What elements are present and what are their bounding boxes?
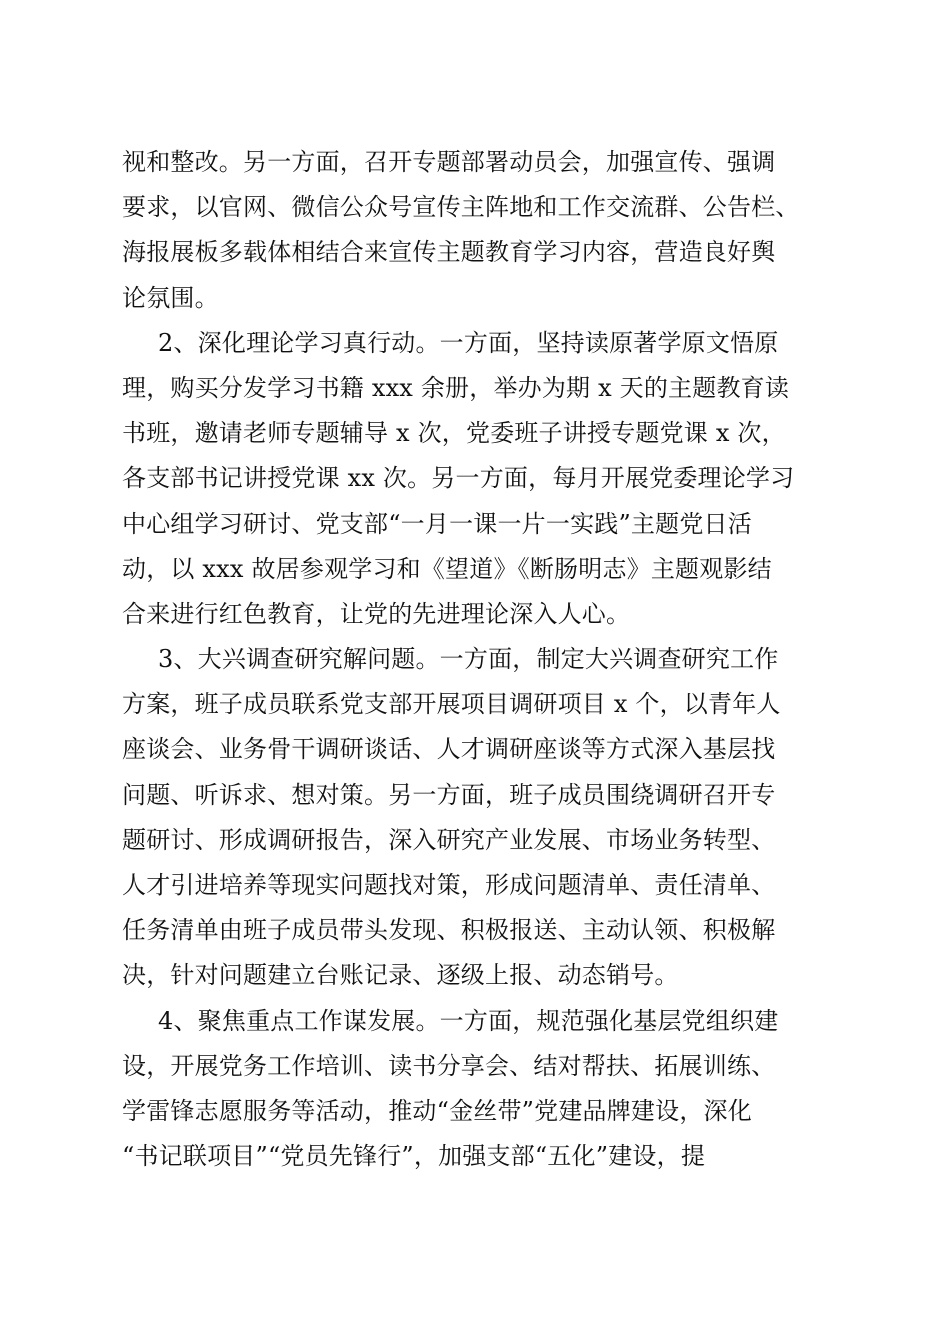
paragraph-line: 动，以 xxx 故居参观学习和《望道》《断肠明志》主题观影结 [122,554,772,583]
paragraph-line: 各支部书记讲授党课 xx 次。另一方面，每月开展党委理论学习 [122,464,795,493]
paragraph-line: 要求，以官网、微信公众号宣传主阵地和工作交流群、公告栏、 [122,193,800,222]
paragraph-line: 2、深化理论学习真行动。一方面，坚持读原著学原文悟原 [158,328,779,357]
paragraph-line: 书班，邀请老师专题辅导 x 次，党委班子讲授专题党课 x 次， [122,419,786,448]
paragraph-line: 中心组学习研讨、党支部“一月一课一片一实践”主题党日活 [122,509,752,538]
paragraph-line: 论氛围。 [122,283,219,312]
paragraph-line: 人才引进培养等现实问题找对策，形成问题清单、责任清单、 [122,871,776,899]
paragraph-line: 问题、听诉求、想对策。另一方面，班子成员围绕调研召开专 [122,780,776,809]
document-body [122,140,828,1179]
paragraph-line: 海报展板多载体相结合来宣传主题教育学习内容，营造良好舆 [122,238,776,267]
paragraph-line: 理，购买分发学习书籍 xxx 余册，举办为期 x 天的主题教育读 [122,373,790,402]
paragraph-line: 决，针对问题建立台账记录、逐级上报、动态销号。 [122,961,679,990]
paragraph-line: 任务清单由班子成员带头发现、积极报送、主动认领、积极解 [122,916,776,945]
paragraph-line: 题研讨、形成调研报告，深入研究产业发展、市场业务转型、 [122,825,776,854]
paragraph-line: 学雷锋志愿服务等活动，推动“金丝带”党建品牌建设，深化 [122,1096,752,1125]
paragraph-line: 座谈会、业务骨干调研谈话、人才调研座谈等方式深入基层找 [122,735,776,764]
paragraph-line: “书记联项目”“党员先锋行”，加强支部“五化”建设，提 [122,1142,706,1171]
paragraph-line: 合来进行红色教育，让党的先进理论深入人心。 [122,599,631,628]
paragraph-2 [122,321,828,637]
paragraph-line: 3、大兴调查研究解问题。一方面，制定大兴调查研究工作 [158,645,779,674]
paragraph-4 [122,999,828,1180]
paragraph-3 [122,637,828,999]
paragraph-line: 4、聚焦重点工作谋发展。一方面，规范强化基层党组织建 [158,1006,779,1035]
paragraph-line: 视和整改。另一方面，召开专题部署动员会，加强宣传、强调 [122,148,776,176]
paragraph-line: 方案，班子成员联系党支部开展项目调研项目 x 个，以青年人 [122,690,781,719]
paragraph-1 [122,140,828,321]
paragraph-line: 设，开展党务工作培训、读书分享会、结对帮扶、拓展训练、 [122,1051,776,1080]
